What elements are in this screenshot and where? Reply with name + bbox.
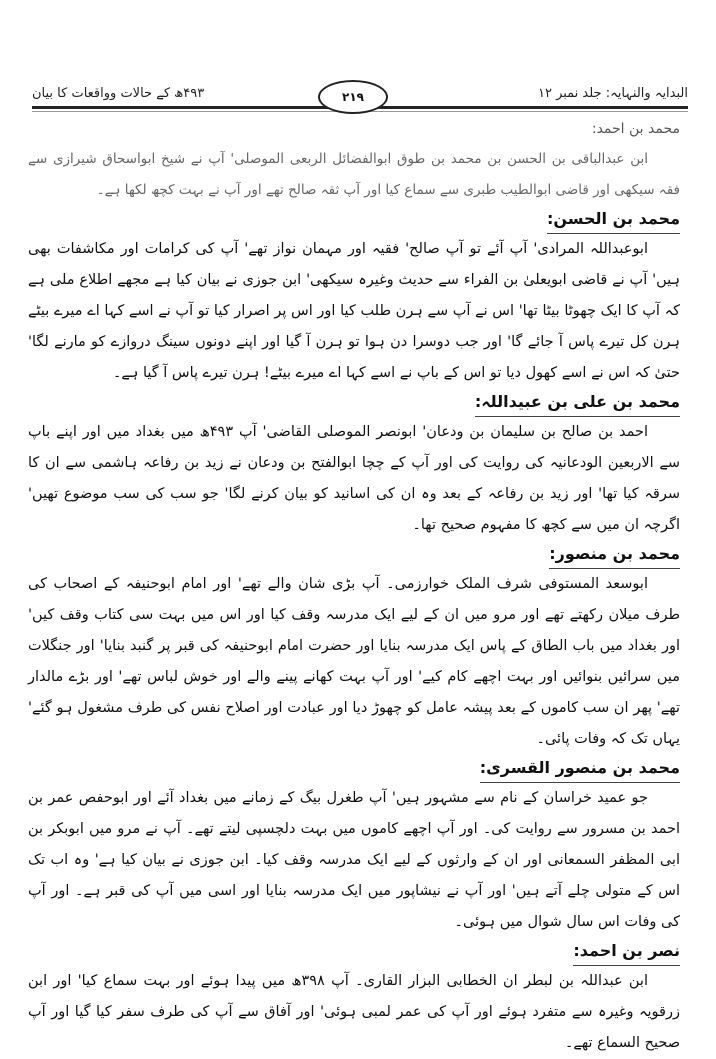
- section-paragraph: جو عمید خراسان کے نام سے مشہور ہیں' آپ طغرل بیگ کے زمانے میں بغداد آئے اور ابوحفص عمر بن احمد بن مسرور سے روایت کی۔ اور آپ اچھے کاموں میں بہت دلچسپی لیتے تھے۔ آپ نے مرو میں ابوبکر بن ابی المظفر السمعانی اور ان کے وارثوں کے لیے ایک مدرسہ وقف کیا۔ ابن جوزی نے بیان کیا ہے' وہ اب تک اس کے متولی چلے آتے ہیں' اور آپ نے نیشاپور میں ایک مدرسہ بنایا اور اسی میں آپ کی قبر ہے۔ اور آپ کی وفات اس سال شوال میں ہوئی۔: [28, 790, 680, 930]
- section-heading: نصر بن احمد:: [573, 938, 680, 966]
- section-paragraph: ابن عبداللہ بن لبطر ان الخطابی البزار القاری۔ آپ ۳۹۸ھ میں پیدا ہوئے اور بہت سماع کیا' اور ابن زرقویہ وغیرہ سے متفرد ہوئے اور آپ کی عمر لمبی ہوئی' اور آفاق سے آپ کی طرف سفر کیا گیا اور آپ صحیح السماع تھے۔: [28, 973, 680, 1051]
- page-body: [28, 116, 680, 1059]
- section-paragraph: ابوسعد المستوفی شرف الملک خوارزمی۔ آپ بڑی شان والے تھے' اور امام ابوحنیفہ کے اصحاب کی طرف میلان رکھتے تھے اور مرو میں ان کے لیے ایک مدرسہ وقف کیا اور اس میں بہت سی کتاب وقف کیں' اور بغداد میں باب الطاق کے پاس ایک مدرسہ بنایا اور حضرت امام ابوحنیفہ کی قبر پر گنبد بنایا' اور جنگلات میں سرائیں بنوائیں اور بہت اچھے کام کیے' اور آپ بہت کھانے پینے والے اور خوش لباس تھے' اور بڑے مالدار تھے' پھر ان سب کاموں کے بعد پیشہ عامل کو چھوڑ دیا اور عبادت اور اصلاح نفس کی طرف مشغول ہو گئے' یہاں تک کہ وفات پائی۔: [28, 576, 680, 747]
- section-heading: محمد بن احمد:: [591, 121, 680, 137]
- page-number: ۲۱۹: [318, 80, 388, 114]
- section-heading: محمد بن منصور القسری:: [480, 755, 680, 783]
- section-heading: محمد بن علی بن عبیداللہ:: [475, 389, 680, 417]
- section-paragraph: احمد بن صالح بن سلیمان بن ودعان' ابونصر الموصلی القاضی' آپ ۴۹۳ھ میں بغداد میں اور اپنے باپ سے الاربعین الودعانیہ کی روایت کی اور آپ کے چچا ابوالفتح بن ودعان نے زید بن رفاعہ ہاشمی سے ان کا سرقہ کیا تھا' اور زید بن رفاعہ کے بعد وہ ان کی اسانید کو بیان کرنے لگا' جو سب کی سب موضوع تھیں' اگرچہ ان میں سے کچھ کا مفہوم صحیح تھا۔: [28, 424, 680, 533]
- section-heading: محمد بن منصور:: [549, 541, 680, 569]
- section-paragraph: ابوعبداللہ المرادی' آپ آئے تو آپ صالح' فقیہ اور مہمان نواز تھے' آپ کی کرامات اور مکاشفات بھی ہیں' آپ نے قاضی ابویعلیٰ بن الفراء سے حدیث وغیرہ سیکھی' ابن جوزی نے بیان کیا ہے مجھے اطلاع ملی ہے کہ آپ کا ایک چھوٹا بیٹا تھا' اس نے آپ سے ہرن طلب کیا اور اس پر اصرار کیا تو آپ نے اسے کہا اے میرے بیٹے ہرن کل تیرے پاس آ جائے گا' اور جب دوسرا دن ہوا تو ہرن آ گیا اور اپنے دونوں سینگ دروازے کو مارنے لگا' حتیٰ کہ اس نے اسے کھول دیا تو اس کے باپ نے اسے کہا اے میرے بیٹے! ہرن تیرے پاس آ گیا ہے۔: [28, 241, 680, 381]
- section-title: ۴۹۳ھ کے حالات وواقعات کا بیان: [32, 86, 205, 101]
- section-heading: محمد بن الحسن:: [547, 206, 680, 234]
- book-title: البدایہ والنہایہ: جلد نمبر ۱۲: [537, 86, 688, 101]
- section-paragraph: ابن عبدالباقی بن الحسن بن محمد بن طوق ابوالفضائل الربعی الموصلی' آپ نے شیخ ابواسحاق شیرازی سے فقہ سیکھی اور قاضی ابوالطیب طبری سے سماع کیا اور آپ ثقہ صالح تھے اور آپ نے بہت کچھ لکھا ہے۔: [28, 151, 680, 198]
